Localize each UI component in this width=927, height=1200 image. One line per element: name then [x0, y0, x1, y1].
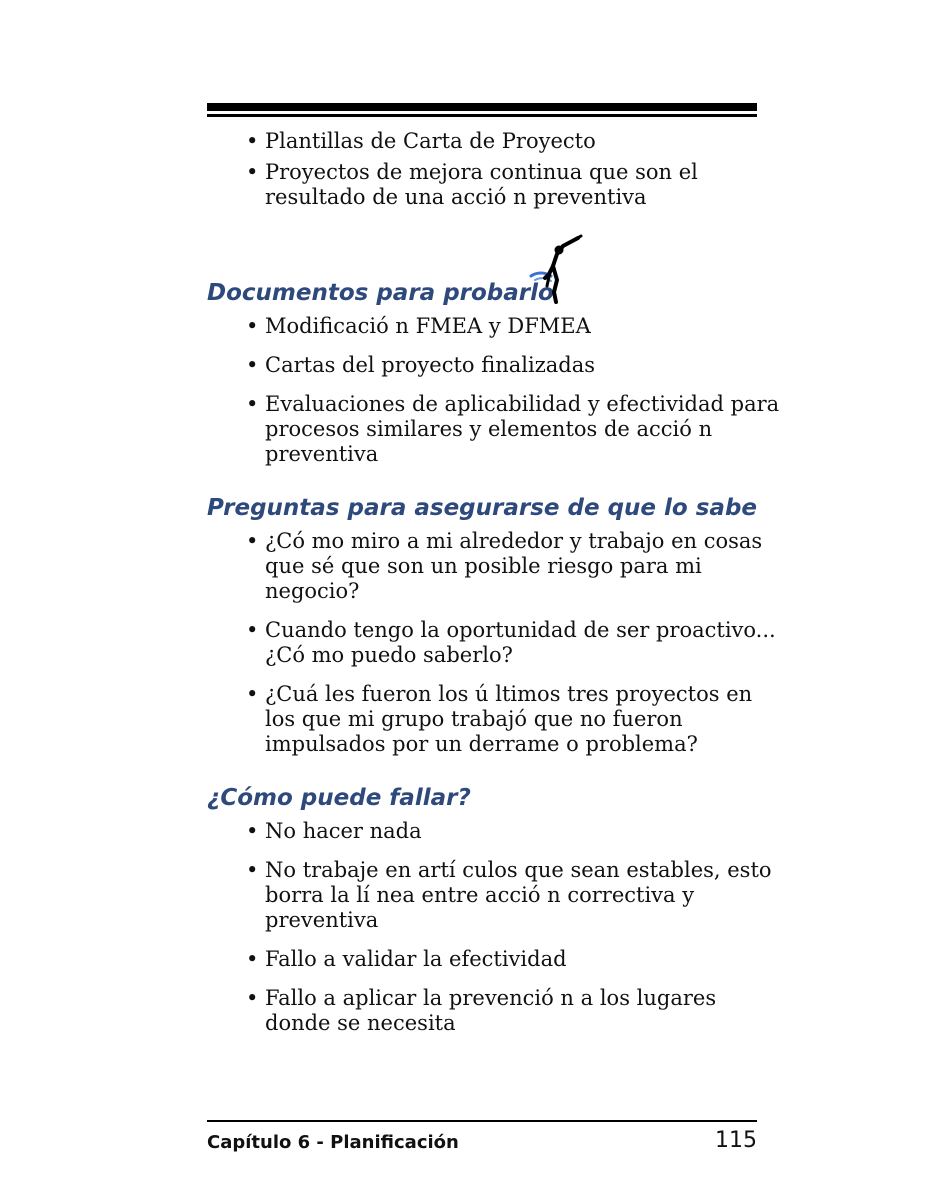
- fallar-list: [240, 819, 780, 1036]
- list-item: • Evaluaciones de aplicabilidad y efectividad para procesos similares y elementos de acció n preventiva: [246, 392, 780, 466]
- page-number: 115: [715, 1128, 757, 1153]
- bottom-rule: [207, 1120, 757, 1122]
- preguntas-list: [240, 529, 780, 757]
- list-item: • No trabaje en artí culos que sean estables, esto borra la lí nea entre acció n correctiva y preventiva: [246, 858, 772, 932]
- intro-list: [240, 129, 780, 210]
- section-heading-como-fallar: ¿Cómo puede fallar?: [207, 785, 471, 811]
- list-item: • Modificació n FMEA y DFMEA: [246, 314, 591, 338]
- list-item: • Cuando tengo la oportunidad de ser proactivo... ¿Có mo puedo saberlo?: [246, 618, 776, 667]
- list-item: • Plantillas de Carta de Proyecto: [246, 129, 596, 153]
- list-item: • Cartas del proyecto finalizadas: [246, 353, 596, 377]
- list-item: • No hacer nada: [246, 819, 422, 843]
- leaping-person-icon: [523, 232, 587, 304]
- section-heading-documentos: Documentos para probarlo: [207, 280, 554, 306]
- list-item: • ¿Có mo miro a mi alrededor y trabajo en cosas que sé que son un posible riesgo para mi negocio?: [246, 529, 763, 603]
- list-item: • ¿Cuá les fueron los ú ltimos tres proyectos en los que mi grupo trabajó que no fueron impulsados por un derrame o problema?: [246, 682, 753, 756]
- documentos-list: [240, 314, 780, 467]
- list-item: • Fallo a validar la efectividad: [246, 947, 567, 971]
- section-heading-preguntas: Preguntas para asegurarse de que lo sabe: [207, 495, 758, 521]
- list-item: • Proyectos de mejora continua que son el resultado de una acció n preventiva: [246, 160, 698, 209]
- chapter-footer: Capítulo 6 - Planificación: [207, 1132, 459, 1153]
- list-item: • Fallo a aplicar la prevenció n a los lugares donde se necesita: [246, 986, 717, 1035]
- top-rule: [207, 103, 757, 117]
